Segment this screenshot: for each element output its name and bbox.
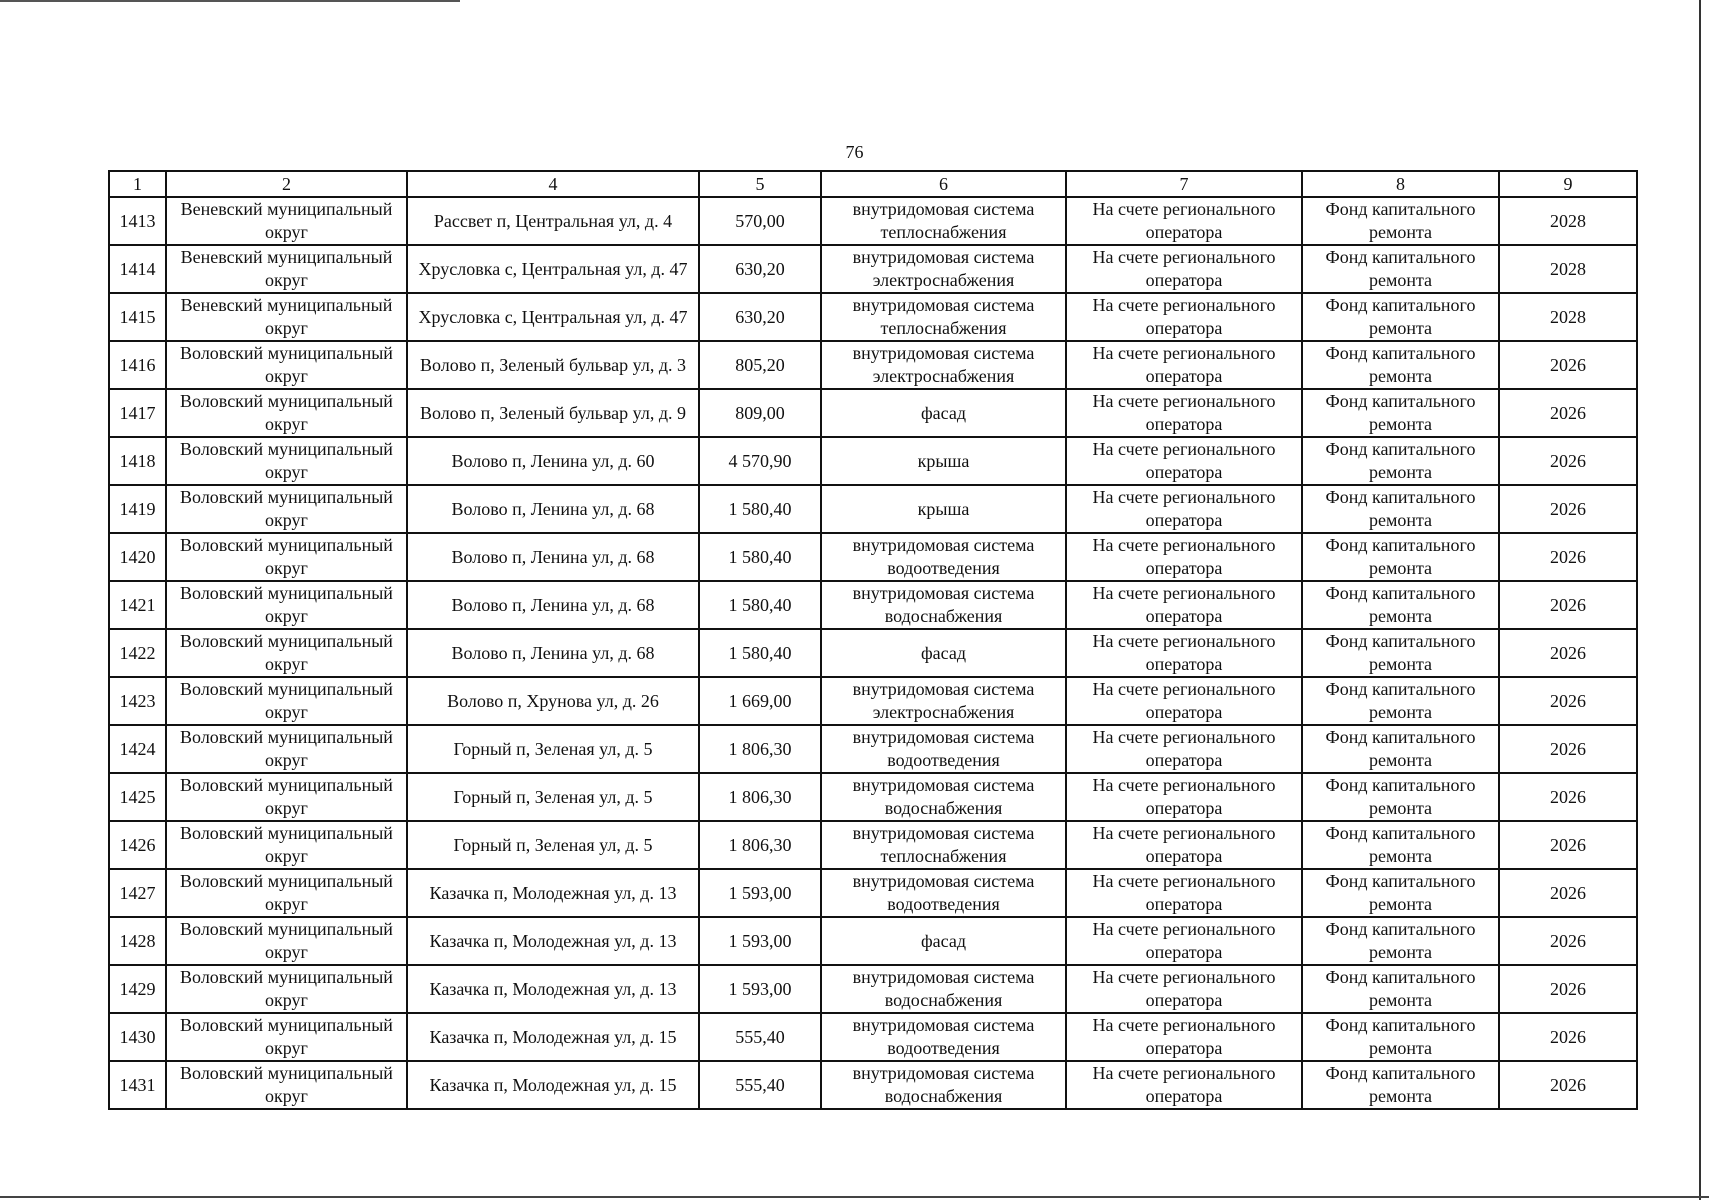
funding-source-cell: Фонд капитального ремонта xyxy=(1302,533,1499,581)
page-number: 76 xyxy=(845,142,864,162)
table-row xyxy=(109,869,1637,917)
year-cell: 2026 xyxy=(1499,389,1637,437)
row-number-cell: 1431 xyxy=(109,1061,166,1109)
row-number-cell: 1417 xyxy=(109,389,166,437)
address-cell: Горный п, Зеленая ул, д. 5 xyxy=(407,773,699,821)
work-type-cell: внутридомовая система теплоснабжения xyxy=(821,293,1066,341)
account-method-cell: На счете регионального оператора xyxy=(1066,629,1302,677)
address-cell: Казачка п, Молодежная ул, д. 13 xyxy=(407,965,699,1013)
column-header: 9 xyxy=(1499,171,1637,197)
row-number-cell: 1420 xyxy=(109,533,166,581)
row-number-cell: 1414 xyxy=(109,245,166,293)
year-cell: 2026 xyxy=(1499,773,1637,821)
municipality-cell: Воловский муниципальный округ xyxy=(166,1061,407,1109)
column-header: 4 xyxy=(407,171,699,197)
area-cell: 1 806,30 xyxy=(699,773,821,821)
row-number-cell: 1429 xyxy=(109,965,166,1013)
funding-source-cell: Фонд капитального ремонта xyxy=(1302,197,1499,245)
work-type-cell: внутридомовая система водоснабжения xyxy=(821,1061,1066,1109)
area-cell: 1 806,30 xyxy=(699,725,821,773)
municipality-cell: Воловский муниципальный округ xyxy=(166,581,407,629)
address-cell: Волово п, Зеленый бульвар ул, д. 9 xyxy=(407,389,699,437)
table-row xyxy=(109,917,1637,965)
year-cell: 2028 xyxy=(1499,197,1637,245)
row-number-cell: 1418 xyxy=(109,437,166,485)
row-number-cell: 1421 xyxy=(109,581,166,629)
account-method-cell: На счете регионального оператора xyxy=(1066,533,1302,581)
work-type-cell: фасад xyxy=(821,917,1066,965)
address-cell: Горный п, Зеленая ул, д. 5 xyxy=(407,725,699,773)
table-row xyxy=(109,821,1637,869)
address-cell: Волово п, Ленина ул, д. 68 xyxy=(407,485,699,533)
work-type-cell: внутридомовая система водоснабжения xyxy=(821,773,1066,821)
municipality-cell: Воловский муниципальный округ xyxy=(166,773,407,821)
account-method-cell: На счете регионального оператора xyxy=(1066,341,1302,389)
account-method-cell: На счете регионального оператора xyxy=(1066,389,1302,437)
work-type-cell: крыша xyxy=(821,485,1066,533)
column-header: 1 xyxy=(109,171,166,197)
address-cell: Волово п, Хрунова ул, д. 26 xyxy=(407,677,699,725)
year-cell: 2026 xyxy=(1499,725,1637,773)
work-type-cell: внутридомовая система водоотведения xyxy=(821,1013,1066,1061)
work-type-cell: внутридомовая система водоснабжения xyxy=(821,965,1066,1013)
area-cell: 1 669,00 xyxy=(699,677,821,725)
funding-source-cell: Фонд капитального ремонта xyxy=(1302,341,1499,389)
column-header: 6 xyxy=(821,171,1066,197)
municipality-cell: Воловский муниципальный округ xyxy=(166,725,407,773)
work-type-cell: внутридомовая система электроснабжения xyxy=(821,341,1066,389)
table-row xyxy=(109,1061,1637,1109)
funding-source-cell: Фонд капитального ремонта xyxy=(1302,965,1499,1013)
funding-source-cell: Фонд капитального ремонта xyxy=(1302,725,1499,773)
table-row xyxy=(109,629,1637,677)
work-type-cell: фасад xyxy=(821,389,1066,437)
work-type-cell: внутридомовая система теплоснабжения xyxy=(821,197,1066,245)
table-row xyxy=(109,197,1637,245)
account-method-cell: На счете регионального оператора xyxy=(1066,1061,1302,1109)
address-cell: Казачка п, Молодежная ул, д. 13 xyxy=(407,869,699,917)
address-cell: Волово п, Ленина ул, д. 68 xyxy=(407,629,699,677)
account-method-cell: На счете регионального оператора xyxy=(1066,437,1302,485)
municipality-cell: Веневский муниципальный округ xyxy=(166,197,407,245)
row-number-cell: 1419 xyxy=(109,485,166,533)
funding-source-cell: Фонд капитального ремонта xyxy=(1302,821,1499,869)
table-row xyxy=(109,1013,1637,1061)
account-method-cell: На счете регионального оператора xyxy=(1066,293,1302,341)
row-number-cell: 1428 xyxy=(109,917,166,965)
address-cell: Волово п, Ленина ул, д. 68 xyxy=(407,581,699,629)
funding-source-cell: Фонд капитального ремонта xyxy=(1302,245,1499,293)
funding-source-cell: Фонд капитального ремонта xyxy=(1302,581,1499,629)
year-cell: 2026 xyxy=(1499,437,1637,485)
funding-source-cell: Фонд капитального ремонта xyxy=(1302,677,1499,725)
address-cell: Горный п, Зеленая ул, д. 5 xyxy=(407,821,699,869)
table-row xyxy=(109,533,1637,581)
area-cell: 1 580,40 xyxy=(699,533,821,581)
table-body xyxy=(109,197,1637,1109)
area-cell: 1 580,40 xyxy=(699,629,821,677)
row-number-cell: 1424 xyxy=(109,725,166,773)
municipality-cell: Воловский муниципальный округ xyxy=(166,389,407,437)
account-method-cell: На счете регионального оператора xyxy=(1066,677,1302,725)
row-number-cell: 1422 xyxy=(109,629,166,677)
row-number-cell: 1425 xyxy=(109,773,166,821)
year-cell: 2026 xyxy=(1499,821,1637,869)
area-cell: 1 580,40 xyxy=(699,485,821,533)
municipality-cell: Веневский муниципальный округ xyxy=(166,245,407,293)
funding-source-cell: Фонд капитального ремонта xyxy=(1302,293,1499,341)
scan-edge-top xyxy=(0,0,460,2)
row-number-cell: 1416 xyxy=(109,341,166,389)
area-cell: 1 580,40 xyxy=(699,581,821,629)
work-type-cell: фасад xyxy=(821,629,1066,677)
account-method-cell: На счете регионального оператора xyxy=(1066,581,1302,629)
account-method-cell: На счете регионального оператора xyxy=(1066,1013,1302,1061)
account-method-cell: На счете регионального оператора xyxy=(1066,965,1302,1013)
area-cell: 1 806,30 xyxy=(699,821,821,869)
area-cell: 630,20 xyxy=(699,245,821,293)
address-cell: Волово п, Зеленый бульвар ул, д. 3 xyxy=(407,341,699,389)
area-cell: 1 593,00 xyxy=(699,869,821,917)
municipality-cell: Воловский муниципальный округ xyxy=(166,485,407,533)
scan-edge-bottom xyxy=(0,1196,1709,1198)
table-row xyxy=(109,341,1637,389)
municipality-cell: Воловский муниципальный округ xyxy=(166,821,407,869)
account-method-cell: На счете регионального оператора xyxy=(1066,773,1302,821)
address-cell: Хрусловка с, Центральная ул, д. 47 xyxy=(407,293,699,341)
municipality-cell: Воловский муниципальный округ xyxy=(166,917,407,965)
row-number-cell: 1427 xyxy=(109,869,166,917)
table-row xyxy=(109,437,1637,485)
year-cell: 2026 xyxy=(1499,581,1637,629)
address-cell: Казачка п, Молодежная ул, д. 15 xyxy=(407,1013,699,1061)
area-cell: 555,40 xyxy=(699,1013,821,1061)
row-number-cell: 1413 xyxy=(109,197,166,245)
year-cell: 2026 xyxy=(1499,341,1637,389)
address-cell: Хрусловка с, Центральная ул, д. 47 xyxy=(407,245,699,293)
table-row xyxy=(109,581,1637,629)
table-row xyxy=(109,389,1637,437)
account-method-cell: На счете регионального оператора xyxy=(1066,917,1302,965)
funding-source-cell: Фонд капитального ремонта xyxy=(1302,485,1499,533)
account-method-cell: На счете регионального оператора xyxy=(1066,197,1302,245)
area-cell: 805,20 xyxy=(699,341,821,389)
scan-edge-right xyxy=(1699,0,1701,1200)
row-number-cell: 1426 xyxy=(109,821,166,869)
funding-source-cell: Фонд капитального ремонта xyxy=(1302,629,1499,677)
funding-source-cell: Фонд капитального ремонта xyxy=(1302,1061,1499,1109)
funding-source-cell: Фонд капитального ремонта xyxy=(1302,1013,1499,1061)
year-cell: 2026 xyxy=(1499,1013,1637,1061)
funding-source-cell: Фонд капитального ремонта xyxy=(1302,773,1499,821)
row-number-cell: 1430 xyxy=(109,1013,166,1061)
account-method-cell: На счете регионального оператора xyxy=(1066,725,1302,773)
work-type-cell: внутридомовая система теплоснабжения xyxy=(821,821,1066,869)
area-cell: 570,00 xyxy=(699,197,821,245)
year-cell: 2028 xyxy=(1499,245,1637,293)
funding-source-cell: Фонд капитального ремонта xyxy=(1302,917,1499,965)
area-cell: 1 593,00 xyxy=(699,965,821,1013)
work-type-cell: внутридомовая система водоотведения xyxy=(821,533,1066,581)
year-cell: 2026 xyxy=(1499,485,1637,533)
area-cell: 1 593,00 xyxy=(699,917,821,965)
year-cell: 2026 xyxy=(1499,965,1637,1013)
column-number-row xyxy=(109,171,1637,197)
municipality-cell: Воловский муниципальный округ xyxy=(166,965,407,1013)
area-cell: 555,40 xyxy=(699,1061,821,1109)
address-cell: Рассвет п, Центральная ул, д. 4 xyxy=(407,197,699,245)
year-cell: 2026 xyxy=(1499,869,1637,917)
column-header: 2 xyxy=(166,171,407,197)
column-header: 7 xyxy=(1066,171,1302,197)
funding-source-cell: Фонд капитального ремонта xyxy=(1302,437,1499,485)
year-cell: 2026 xyxy=(1499,533,1637,581)
municipality-cell: Воловский муниципальный округ xyxy=(166,869,407,917)
address-cell: Казачка п, Молодежная ул, д. 15 xyxy=(407,1061,699,1109)
account-method-cell: На счете регионального оператора xyxy=(1066,869,1302,917)
municipality-cell: Воловский муниципальный округ xyxy=(166,677,407,725)
account-method-cell: На счете регионального оператора xyxy=(1066,245,1302,293)
column-header: 8 xyxy=(1302,171,1499,197)
work-type-cell: внутридомовая система электроснабжения xyxy=(821,245,1066,293)
funding-source-cell: Фонд капитального ремонта xyxy=(1302,389,1499,437)
table-row xyxy=(109,725,1637,773)
address-cell: Волово п, Ленина ул, д. 68 xyxy=(407,533,699,581)
table-row xyxy=(109,245,1637,293)
account-method-cell: На счете регионального оператора xyxy=(1066,821,1302,869)
work-type-cell: внутридомовая система электроснабжения xyxy=(821,677,1066,725)
work-type-cell: внутридомовая система водоснабжения xyxy=(821,581,1066,629)
account-method-cell: На счете регионального оператора xyxy=(1066,485,1302,533)
table-row xyxy=(109,677,1637,725)
area-cell: 630,20 xyxy=(699,293,821,341)
year-cell: 2028 xyxy=(1499,293,1637,341)
municipality-cell: Воловский муниципальный округ xyxy=(166,341,407,389)
repair-program-table xyxy=(108,170,1638,1110)
year-cell: 2026 xyxy=(1499,917,1637,965)
municipality-cell: Веневский муниципальный округ xyxy=(166,293,407,341)
address-cell: Казачка п, Молодежная ул, д. 13 xyxy=(407,917,699,965)
table-row xyxy=(109,965,1637,1013)
work-type-cell: внутридомовая система водоотведения xyxy=(821,869,1066,917)
municipality-cell: Воловский муниципальный округ xyxy=(166,533,407,581)
table-row xyxy=(109,485,1637,533)
work-type-cell: внутридомовая система водоотведения xyxy=(821,725,1066,773)
table-row xyxy=(109,293,1637,341)
table-row xyxy=(109,773,1637,821)
column-header: 5 xyxy=(699,171,821,197)
year-cell: 2026 xyxy=(1499,629,1637,677)
municipality-cell: Воловский муниципальный округ xyxy=(166,629,407,677)
funding-source-cell: Фонд капитального ремонта xyxy=(1302,869,1499,917)
row-number-cell: 1415 xyxy=(109,293,166,341)
area-cell: 4 570,90 xyxy=(699,437,821,485)
municipality-cell: Воловский муниципальный округ xyxy=(166,437,407,485)
year-cell: 2026 xyxy=(1499,1061,1637,1109)
municipality-cell: Воловский муниципальный округ xyxy=(166,1013,407,1061)
year-cell: 2026 xyxy=(1499,677,1637,725)
row-number-cell: 1423 xyxy=(109,677,166,725)
work-type-cell: крыша xyxy=(821,437,1066,485)
address-cell: Волово п, Ленина ул, д. 60 xyxy=(407,437,699,485)
area-cell: 809,00 xyxy=(699,389,821,437)
